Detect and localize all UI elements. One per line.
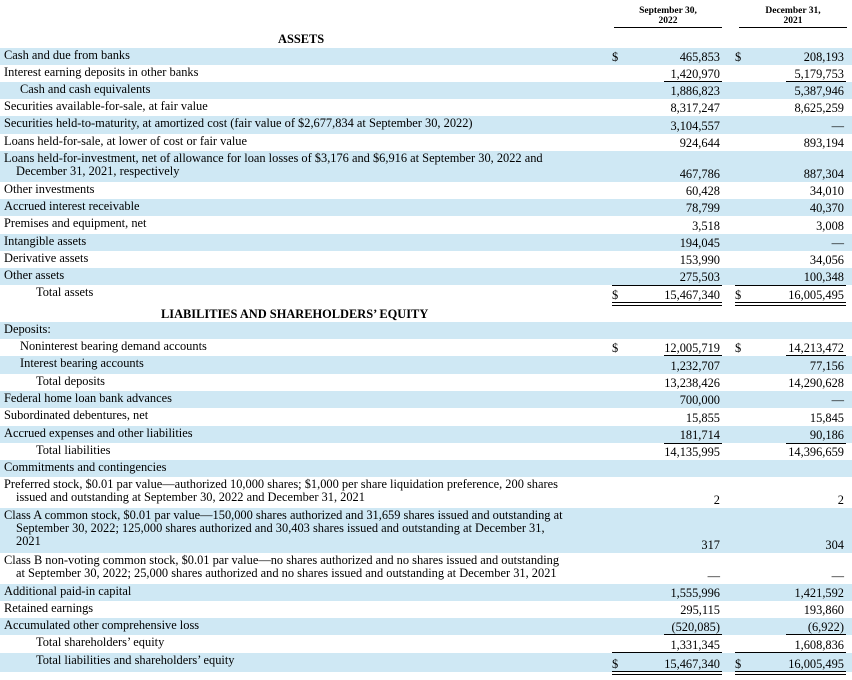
double-underline xyxy=(735,302,846,306)
table-row xyxy=(0,618,852,635)
value-dec-2021: 1,421,592 xyxy=(794,586,844,600)
column-header-sep-2022 xyxy=(614,6,722,26)
underline xyxy=(786,81,846,82)
currency-symbol: $ xyxy=(612,341,619,355)
row-label: Total liabilities and shareholders’ equity xyxy=(36,653,235,667)
header-rule xyxy=(614,27,722,28)
currency-symbol: $ xyxy=(612,288,619,302)
value-dec-2021: (6,922) xyxy=(807,620,844,634)
value-dec-2021: 90,186 xyxy=(809,428,844,442)
underline xyxy=(786,355,846,356)
value-sep-2022: 15,467,340 xyxy=(664,288,720,302)
row-label: Other assets xyxy=(4,268,65,282)
value-dec-2021: 100,348 xyxy=(803,270,844,284)
underline xyxy=(786,443,846,444)
value-sep-2022: 194,045 xyxy=(679,236,720,250)
table-row xyxy=(0,601,852,618)
value-dec-2021: 8,625,259 xyxy=(794,101,844,115)
value-dec-2021: 34,056 xyxy=(809,253,844,267)
row-label-continued: December 31, 2021, respectively xyxy=(16,164,180,178)
value-sep-2022: 13,238,426 xyxy=(664,376,720,390)
underline xyxy=(664,634,722,635)
value-sep-2022: 700,000 xyxy=(679,393,720,407)
underline xyxy=(735,285,846,286)
row-label: Other investments xyxy=(4,182,95,196)
row-label-continued: September 30, 2022; 125,000 shares authorized and 30,403 shares issued and outstanding at December 31, xyxy=(16,521,545,535)
value-dec-2021: 77,156 xyxy=(809,359,844,373)
value-sep-2022: 3,518 xyxy=(692,219,720,233)
row-label: Total assets xyxy=(36,285,94,299)
table-row xyxy=(0,477,852,508)
column-header-year: 2021 xyxy=(783,16,803,26)
double-underline xyxy=(612,671,722,675)
section-heading-assets: ASSETS xyxy=(278,32,325,46)
value-dec-2021: — xyxy=(831,236,844,250)
value-dec-2021: 1,608,836 xyxy=(794,638,844,652)
table-row xyxy=(0,182,852,199)
row-label: Securities held-to-maturity, at amortized cost (fair value of $2,677,834 at September 30, 2022) xyxy=(4,116,473,130)
row-label: Accrued interest receivable xyxy=(4,199,140,213)
table-row xyxy=(0,553,852,584)
value-dec-2021: 5,179,753 xyxy=(794,67,844,81)
header-rule xyxy=(739,27,847,28)
table-row xyxy=(0,268,852,285)
currency-symbol: $ xyxy=(735,657,742,671)
value-sep-2022: 60,428 xyxy=(685,184,720,198)
value-sep-2022: 1,420,970 xyxy=(670,67,720,81)
table-row xyxy=(0,391,852,408)
table-row xyxy=(0,199,852,216)
value-dec-2021: 14,213,472 xyxy=(788,341,844,355)
value-dec-2021: 193,860 xyxy=(803,603,844,617)
table-row xyxy=(0,134,852,151)
table-row xyxy=(0,116,852,134)
value-dec-2021: 887,304 xyxy=(803,167,844,181)
value-sep-2022: 12,005,719 xyxy=(664,341,720,355)
value-sep-2022: 3,104,557 xyxy=(670,119,720,133)
value-sep-2022: 8,317,247 xyxy=(670,101,720,115)
value-sep-2022: 295,115 xyxy=(680,603,720,617)
row-label: Retained earnings xyxy=(4,601,94,615)
value-dec-2021: 16,005,495 xyxy=(788,288,844,302)
row-label: Total liabilities xyxy=(36,443,111,457)
table-row xyxy=(0,216,852,234)
value-dec-2021: 15,845 xyxy=(809,411,844,425)
currency-symbol: $ xyxy=(735,50,742,64)
table-row xyxy=(0,426,852,443)
row-label: Commitments and contingencies xyxy=(4,460,167,474)
row-label: Cash and due from banks xyxy=(4,48,130,62)
value-sep-2022: 924,644 xyxy=(679,136,720,150)
underline xyxy=(735,652,846,653)
row-label: Cash and cash equivalents xyxy=(20,82,151,96)
row-label: Interest earning deposits in other banks xyxy=(4,65,199,79)
table-row xyxy=(0,635,852,653)
underline xyxy=(786,634,846,635)
table-row xyxy=(0,584,852,601)
underline xyxy=(664,443,722,444)
value-sep-2022: 181,714 xyxy=(679,428,720,442)
value-dec-2021: 14,396,659 xyxy=(788,445,844,459)
value-dec-2021: — xyxy=(831,393,844,407)
value-sep-2022: 465,853 xyxy=(679,50,720,64)
value-sep-2022: — xyxy=(707,569,720,583)
underline xyxy=(612,285,722,286)
double-underline xyxy=(612,302,722,306)
table-row xyxy=(0,82,852,99)
row-label: Total deposits xyxy=(36,374,105,388)
row-label: Federal home loan bank advances xyxy=(4,391,172,405)
value-dec-2021: 208,193 xyxy=(803,50,844,64)
table-row xyxy=(0,356,852,374)
value-sep-2022: 1,232,707 xyxy=(670,359,720,373)
section-heading-liabilities: LIABILITIES AND SHAREHOLDERS’ EQUITY xyxy=(161,307,429,321)
column-header-line: December 31, xyxy=(765,6,821,16)
value-sep-2022: 1,331,345 xyxy=(670,638,720,652)
value-dec-2021: 5,387,946 xyxy=(794,84,844,98)
table-row xyxy=(0,151,852,182)
value-dec-2021: 16,005,495 xyxy=(788,657,844,671)
row-label: Accrued expenses and other liabilities xyxy=(4,426,193,440)
table-row xyxy=(0,65,852,82)
value-dec-2021: 893,194 xyxy=(803,136,844,150)
value-dec-2021: 34,010 xyxy=(809,184,844,198)
row-label: Premises and equipment, net xyxy=(4,216,147,230)
underline xyxy=(612,652,722,653)
table-row xyxy=(0,653,852,672)
value-sep-2022: 467,786 xyxy=(679,167,720,181)
value-sep-2022: 1,555,996 xyxy=(670,586,720,600)
value-sep-2022: 78,799 xyxy=(685,201,720,215)
row-label: Loans held-for-sale, at lower of cost or fair value xyxy=(4,134,247,148)
row-label-continued: 2021 xyxy=(16,534,41,548)
value-sep-2022: 15,467,340 xyxy=(664,657,720,671)
value-sep-2022: 317 xyxy=(701,538,720,552)
row-label: Class B non-voting common stock, $0.01 par value—no shares authorized and no shares issued and outstanding xyxy=(4,553,560,567)
currency-symbol: $ xyxy=(735,341,742,355)
value-dec-2021: — xyxy=(831,119,844,133)
row-label: Intangible assets xyxy=(4,234,87,248)
double-underline xyxy=(735,671,846,675)
value-sep-2022: 275,503 xyxy=(679,270,720,284)
table-row xyxy=(0,339,852,356)
table-row xyxy=(0,443,852,460)
row-label: Accumulated other comprehensive loss xyxy=(4,618,200,632)
table-row xyxy=(0,99,852,116)
row-label: Total shareholders’ equity xyxy=(36,635,165,649)
row-label: Class A common stock, $0.01 par value—150,000 shares authorized and 31,659 shares issued and outstanding at xyxy=(4,508,563,522)
value-sep-2022: 15,855 xyxy=(685,411,720,425)
row-label: Subordinated debentures, net xyxy=(4,408,149,422)
table-row xyxy=(0,234,852,251)
row-label: Derivative assets xyxy=(4,251,89,265)
row-label: Loans held-for-investment, net of allowance for loan losses of $3,176 and $6,916 at September 30, 2022 and xyxy=(4,151,543,165)
row-label-continued: issued and outstanding at September 30, 2022 and December 31, 2021 xyxy=(16,490,365,504)
value-dec-2021: 3,008 xyxy=(816,219,844,233)
currency-symbol: $ xyxy=(612,50,619,64)
row-label: Deposits: xyxy=(4,322,51,336)
value-sep-2022: 14,135,995 xyxy=(664,445,720,459)
currency-symbol: $ xyxy=(612,657,619,671)
table-row xyxy=(0,408,852,426)
table-row xyxy=(0,460,852,477)
table-row xyxy=(0,322,852,339)
underline xyxy=(664,81,722,82)
row-label: Securities available-for-sale, at fair value xyxy=(4,99,208,113)
underline xyxy=(664,355,722,356)
table-row xyxy=(0,374,852,391)
value-dec-2021: 304 xyxy=(825,538,844,552)
row-label: Preferred stock, $0.01 par value—authorized 10,000 shares; $1,000 per share liquidation preference, 200 shares xyxy=(4,477,558,491)
currency-symbol: $ xyxy=(735,288,742,302)
table-row xyxy=(0,508,852,553)
column-header-line: September 30, xyxy=(639,6,697,16)
row-label: Noninterest bearing demand accounts xyxy=(20,339,207,353)
row-label-continued: at September 30, 2022; 25,000 shares authorized and no shares issued and outstanding at December 31, 2021 xyxy=(16,566,557,580)
value-dec-2021: 2 xyxy=(837,493,844,507)
table-row xyxy=(0,48,852,65)
value-sep-2022: (520,085) xyxy=(671,620,720,634)
value-dec-2021: 14,290,628 xyxy=(788,376,844,390)
table-row xyxy=(0,251,852,268)
row-label: Interest bearing accounts xyxy=(20,356,144,370)
column-header-year: 2022 xyxy=(658,16,678,26)
value-sep-2022: 1,886,823 xyxy=(670,84,720,98)
row-label: Additional paid-in capital xyxy=(4,584,132,598)
value-dec-2021: — xyxy=(831,569,844,583)
value-dec-2021: 40,370 xyxy=(809,201,844,215)
column-header-dec-2021 xyxy=(739,6,847,26)
value-sep-2022: 153,990 xyxy=(679,253,720,267)
value-sep-2022: 2 xyxy=(713,493,720,507)
table-row xyxy=(0,285,852,303)
